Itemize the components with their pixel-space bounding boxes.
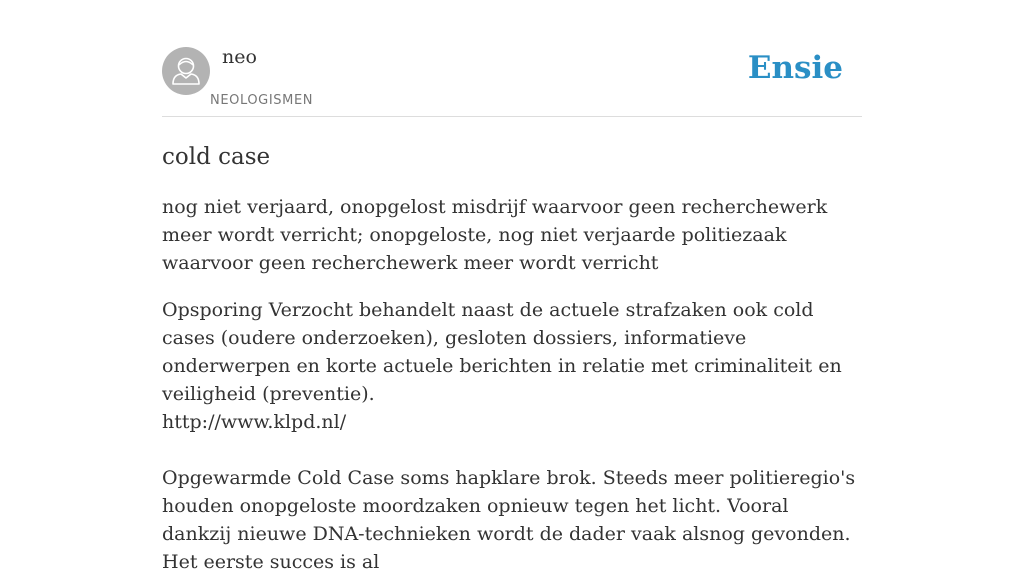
category-label[interactable]: NEOLOGISMEN (210, 93, 314, 108)
author-name-link[interactable]: neo (222, 46, 257, 68)
entry-definition: nog niet verjaard, onopgelost misdrijf waarvoor geen recherchewerk meer wordt verricht; onopgeloste, nog niet verjaarde politiezaak waarvoor geen recherchewerk meer wordt verricht (162, 196, 828, 274)
entry-title: cold case (162, 144, 271, 170)
entry-page (162, 0, 862, 576)
entry-example: Opsporing Verzocht behandelt naast de actuele strafzaken ook cold cases (oudere onderzoeken), gesloten dossiers, informatieve onderwerpen en korte actuele berichten in relatie met criminaliteit en veiligheid (preventie). http://www.klpd.nl/ Opgewarmde Cold Case soms hapklare brok. Steeds meer politieregio's houden onopgeloste moordzaken opnieuw tegen het licht. Vooral dankzij nieuwe DNA-technieken wordt de dader vaak alsnog gevonden. Het eerste succes is al (162, 299, 856, 573)
entry-header (162, 0, 862, 117)
ensie-logo[interactable]: Ensie (747, 50, 843, 86)
user-avatar-icon[interactable] (162, 47, 210, 95)
